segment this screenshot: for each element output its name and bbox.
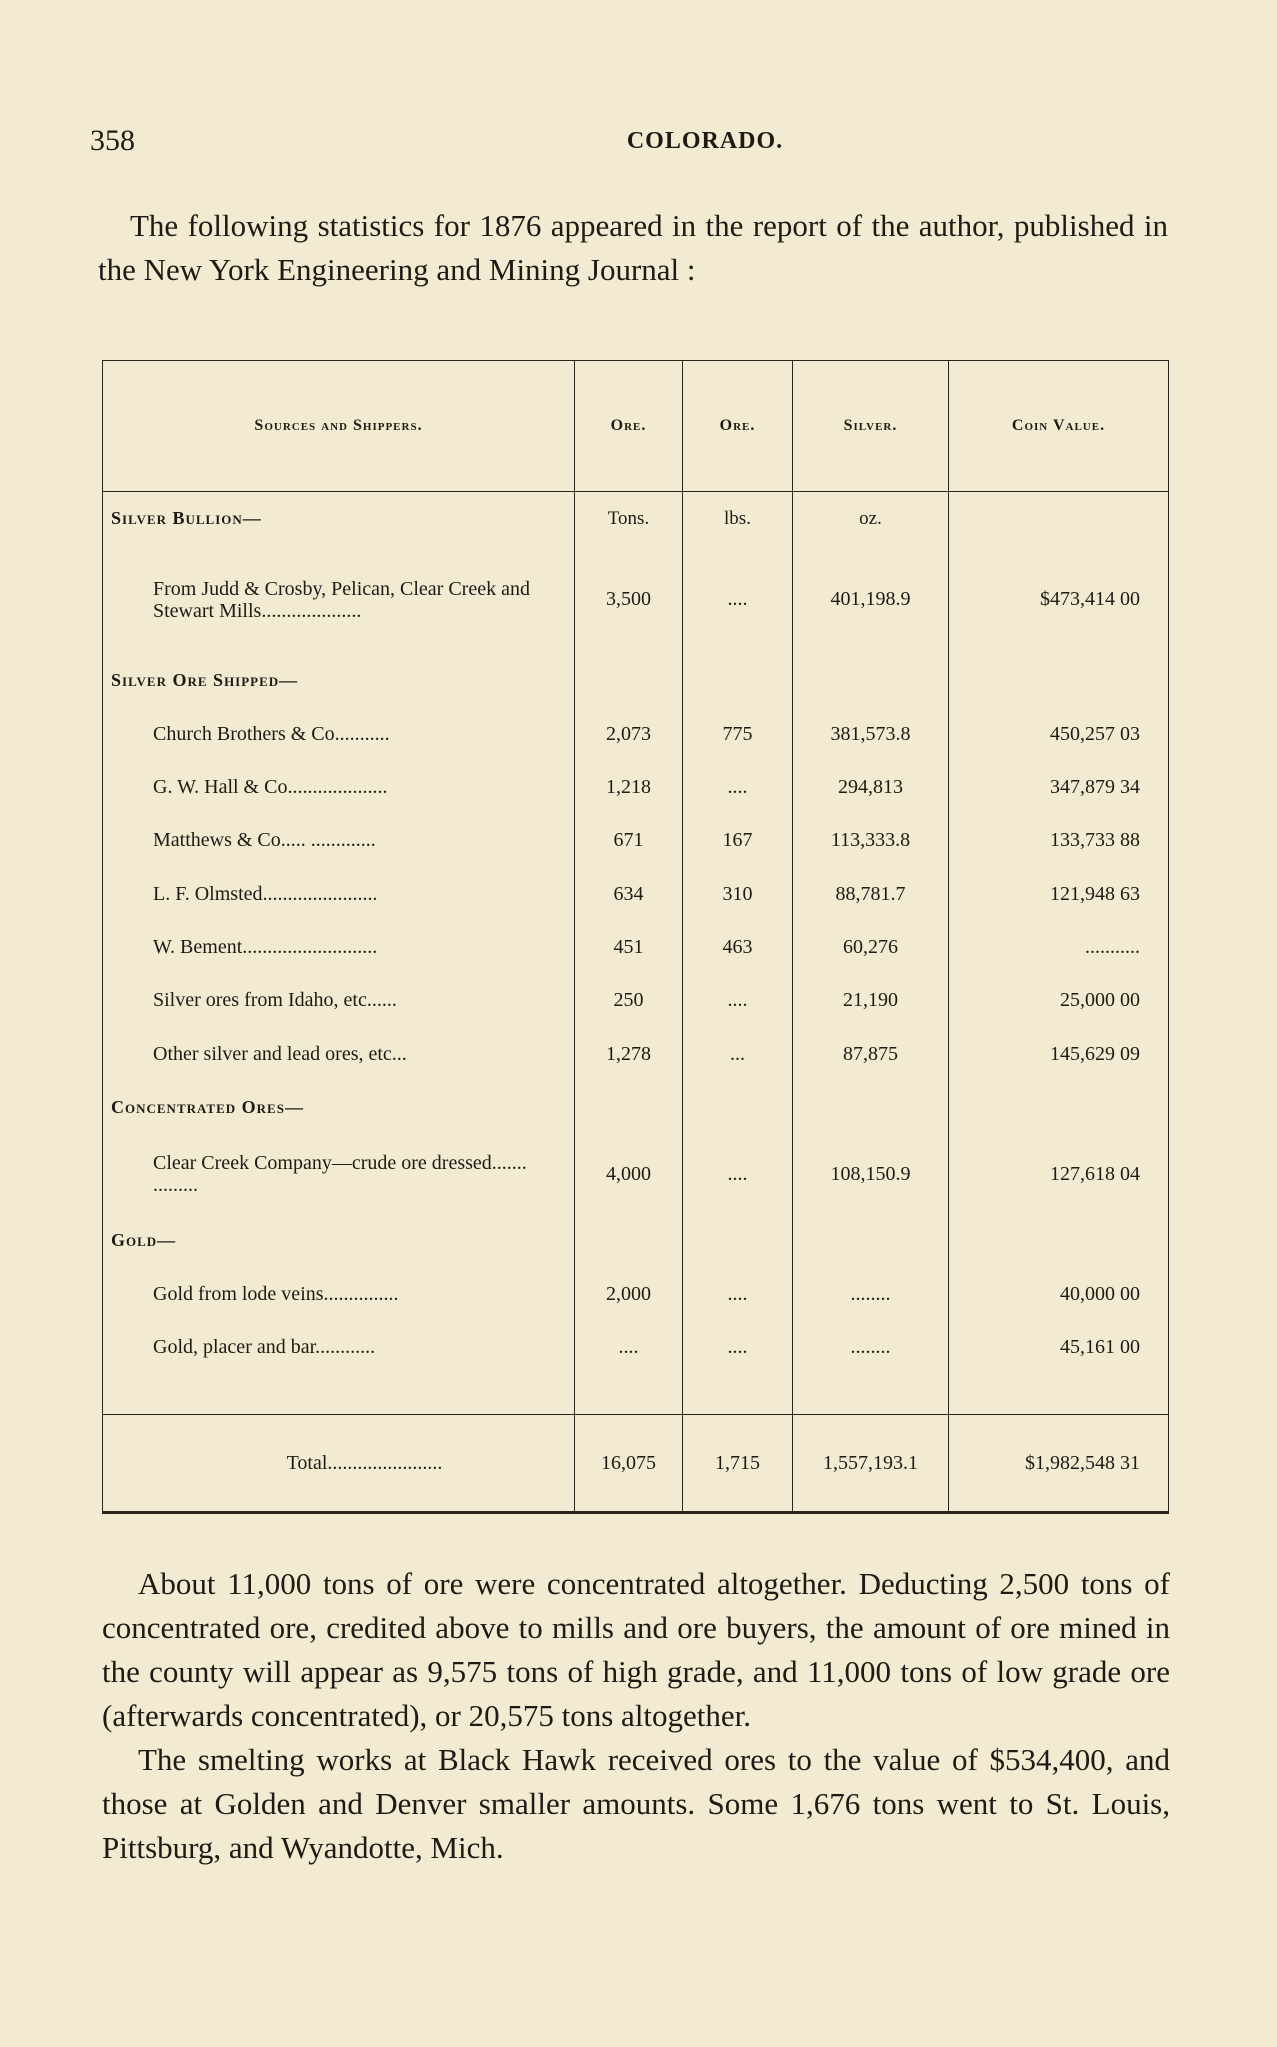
running-title: COLORADO. [626,128,784,154]
category-silver-ore: Silver Ore Shipped— [103,654,575,707]
empty-cell [793,654,949,707]
tons-cell: .... [575,1321,683,1374]
lbs-cell: 775 [683,708,793,761]
paragraph-smelting: The smelting works at Black Hawk received ores to the value of $534,400, and those at Golden and Denver smaller amounts. Some 1,676 tons went to St. Louis, Pittsburg, and Wyandotte, Mich. [102,1742,1170,1865]
empty-cell [683,1214,793,1267]
total-value: $1,982,548 31 [949,1415,1169,1513]
value-cell: 145,629 09 [949,1027,1169,1080]
table-row [103,1027,1169,1080]
source-cell: Clear Creek Company—crude ore dressed....... ......... [103,1134,575,1214]
statistics-table-wrap [102,360,1168,1514]
oz-cell: ........ [793,1321,949,1374]
value-cell: 133,733 88 [949,814,1169,867]
oz-cell: 381,573.8 [793,708,949,761]
tons-cell: 451 [575,921,683,974]
value-cell: 40,000 00 [949,1267,1169,1320]
lbs-cell: .... [683,545,793,654]
tons-cell: 3,500 [575,545,683,654]
tons-cell: 4,000 [575,1134,683,1214]
oz-cell: 88,781.7 [793,868,949,921]
empty-cell [575,1214,683,1267]
category-silver-bullion: Silver Bullion— [103,492,575,546]
table-row [103,814,1169,867]
value-cell: $473,414 00 [949,545,1169,654]
tons-cell: 1,218 [575,761,683,814]
oz-cell: 113,333.8 [793,814,949,867]
table-row [103,708,1169,761]
tons-cell: 634 [575,868,683,921]
empty-cell [103,1374,575,1415]
tons-cell: 2,000 [575,1267,683,1320]
paragraph-concentration: About 11,000 tons of ore were concentrated altogether. Deducting 2,500 tons of concentrated ore, credited above to mills and ore buyers, the amount of ore mined in the county will appear as 9,575 tons of high grade, and 11,000 tons of low grade ore (afterwards concentrated), or 20,575 tons altogether. [102,1566,1170,1733]
tons-cell: 2,073 [575,708,683,761]
table-row [103,974,1169,1027]
table-row [103,1081,1169,1134]
lbs-cell: 463 [683,921,793,974]
unit-blank [949,492,1169,546]
table-row [103,492,1169,546]
lbs-cell: ... [683,1027,793,1080]
oz-cell: 87,875 [793,1027,949,1080]
col-header-silver: Silver. [793,361,949,492]
empty-cell [683,654,793,707]
source-cell: W. Bement........................... [103,921,575,974]
lbs-cell: .... [683,974,793,1027]
source-cell: Gold, placer and bar............ [103,1321,575,1374]
empty-cell [793,1214,949,1267]
empty-cell [575,654,683,707]
spacer-row [103,1374,1169,1415]
total-label: Total....................... [103,1415,575,1513]
table-row [103,921,1169,974]
table-row [103,868,1169,921]
tons-cell: 250 [575,974,683,1027]
total-lbs: 1,715 [683,1415,793,1513]
col-header-ore-lbs: Ore. [683,361,793,492]
table-row [103,1134,1169,1214]
total-oz: 1,557,193.1 [793,1415,949,1513]
total-tons: 16,075 [575,1415,683,1513]
col-header-sources: Sources and Shippers. [103,361,575,492]
lbs-cell: .... [683,761,793,814]
tons-cell: 1,278 [575,1027,683,1080]
value-cell: 45,161 00 [949,1321,1169,1374]
value-cell: 121,948 63 [949,868,1169,921]
table-row [103,761,1169,814]
intro-paragraph [98,204,1168,292]
col-header-ore-tons: Ore. [575,361,683,492]
oz-cell: ........ [793,1267,949,1320]
unit-lbs: lbs. [683,492,793,546]
source-cell: From Judd & Crosby, Pelican, Clear Creek and Stewart Mills.................... [103,545,575,654]
empty-cell [949,1214,1169,1267]
source-cell: Gold from lode veins............... [103,1267,575,1320]
source-cell: Other silver and lead ores, etc... [103,1027,575,1080]
table-row [103,1267,1169,1320]
table-row [103,1321,1169,1374]
value-cell: 347,879 34 [949,761,1169,814]
table-header-row [103,361,1169,492]
statistics-table [102,360,1169,1514]
empty-cell [949,654,1169,707]
page-header [90,124,1180,164]
oz-cell: 401,198.9 [793,545,949,654]
unit-tons: Tons. [575,492,683,546]
source-cell: L. F. Olmsted....................... [103,868,575,921]
empty-cell [949,1374,1169,1415]
lbs-cell: .... [683,1267,793,1320]
empty-cell [683,1374,793,1415]
source-cell: Church Brothers & Co........... [103,708,575,761]
unit-oz: oz. [793,492,949,546]
value-cell: ........... [949,921,1169,974]
closing-paragraphs [102,1562,1170,1870]
category-concentrated-ores: Concentrated Ores— [103,1081,575,1134]
table-row [103,545,1169,654]
empty-cell [683,1081,793,1134]
intro-text: The following statistics for 1876 appeared in the report of the author, published in the New York Engineering and Mining Journal : [98,208,1168,287]
empty-cell [575,1081,683,1134]
oz-cell: 60,276 [793,921,949,974]
page-number: 358 [90,124,135,157]
oz-cell: 21,190 [793,974,949,1027]
value-cell: 25,000 00 [949,974,1169,1027]
empty-cell [575,1374,683,1415]
oz-cell: 108,150.9 [793,1134,949,1214]
category-gold: Gold— [103,1214,575,1267]
source-cell: G. W. Hall & Co.................... [103,761,575,814]
source-cell: Matthews & Co..... ............. [103,814,575,867]
lbs-cell: .... [683,1321,793,1374]
col-header-coin-value: Coin Value. [949,361,1169,492]
empty-cell [793,1374,949,1415]
oz-cell: 294,813 [793,761,949,814]
table-row [103,654,1169,707]
table-row [103,1214,1169,1267]
lbs-cell: .... [683,1134,793,1214]
empty-cell [949,1081,1169,1134]
source-cell: Silver ores from Idaho, etc...... [103,974,575,1027]
total-row [103,1415,1169,1513]
value-cell: 127,618 04 [949,1134,1169,1214]
empty-cell [793,1081,949,1134]
lbs-cell: 310 [683,868,793,921]
value-cell: 450,257 03 [949,708,1169,761]
tons-cell: 671 [575,814,683,867]
lbs-cell: 167 [683,814,793,867]
